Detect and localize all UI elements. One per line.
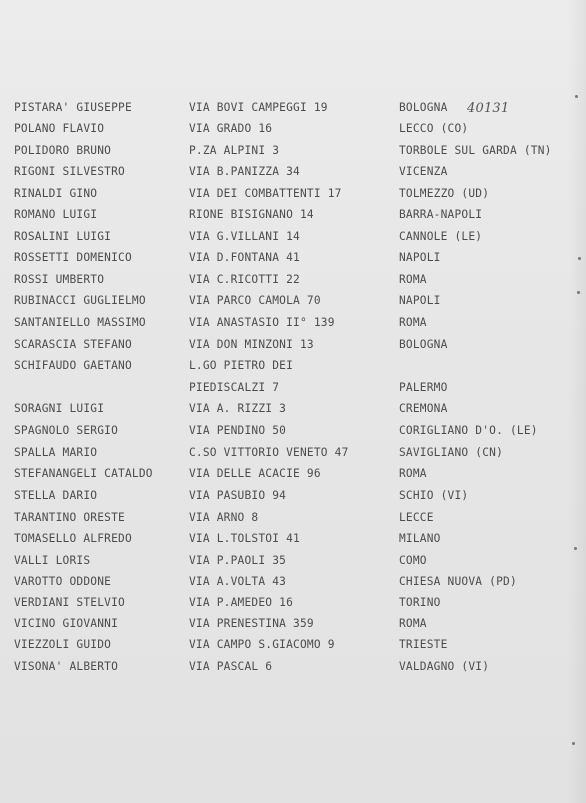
list-row [0,575,586,593]
city: COMO [399,554,427,567]
city: LECCO (CO) [399,122,469,135]
binding-hole-mark [578,257,581,260]
city: BARRA-NAPOLI [399,208,483,221]
city: SAVIGLIANO (CN) [399,446,504,459]
list-row [0,359,586,377]
street-address: VIA PRENESTINA 359 [189,617,314,630]
street-address: VIA G.VILLANI 14 [189,230,300,243]
list-row [0,165,586,183]
list-row [0,596,586,614]
city: ROMA [399,273,427,286]
person-name: TOMASELLO ALFREDO [14,532,132,545]
city: MILANO [399,532,441,545]
binding-hole-mark [575,95,578,98]
person-name: RINALDI GINO [14,187,98,200]
city: VALDAGNO (VI) [399,660,490,673]
person-name: VIEZZOLI GUIDO [14,638,112,651]
street-address: VIA PASUBIO 94 [189,489,287,502]
list-row [0,101,586,119]
street-address: VIA A.VOLTA 43 [189,575,287,588]
street-address: C.SO VITTORIO VENETO 47 [189,446,349,459]
person-name: SPALLA MARIO [14,446,98,459]
list-row [0,187,586,205]
street-address: VIA PARCO CAMOLA 70 [189,294,321,307]
person-name: ROSSETTI DOMENICO [14,251,132,264]
person-name: VERDIANI STELVIO [14,596,125,609]
person-name: ROSSI UMBERTO [14,273,105,286]
list-row [0,638,586,656]
city: TOLMEZZO (UD) [399,187,490,200]
list-row [0,316,586,334]
city: NAPOLI [399,251,441,264]
person-name: SCHIFAUDO GAETANO [14,359,132,372]
list-row [0,144,586,162]
person-name: VISONA' ALBERTO [14,660,119,673]
list-row [0,251,586,269]
street-address: VIA P.AMEDEO 16 [189,596,294,609]
street-address: VIA PASCAL 6 [189,660,273,673]
street-address: VIA BOVI CAMPEGGI 19 [189,101,328,114]
list-row [0,489,586,507]
person-name: SORAGNI LUIGI [14,402,105,415]
person-name: ROMANO LUIGI [14,208,98,221]
list-row [0,402,586,420]
person-name: POLIDORO BRUNO [14,144,112,157]
list-row [0,424,586,442]
city: LECCE [399,511,434,524]
list-row [0,467,586,485]
binding-hole-mark [574,547,577,550]
person-name: RIGONI SILVESTRO [14,165,125,178]
city: CHIESA NUOVA (PD) [399,575,517,588]
handwritten-postal-code: 40131 [467,101,510,116]
street-address: RIONE BISIGNANO 14 [189,208,314,221]
city: PALERMO [399,381,448,394]
person-name: TARANTINO ORESTE [14,511,125,524]
city: TORBOLE SUL GARDA (TN) [399,144,552,157]
street-address: P.ZA ALPINI 3 [189,144,280,157]
street-address: VIA ANASTASIO II° 139 [189,316,335,329]
list-row [0,511,586,529]
list-row [0,122,586,140]
street-address: VIA A. RIZZI 3 [189,402,287,415]
street-address: PIEDISCALZI 7 [189,381,280,394]
list-row [0,381,586,399]
street-address: VIA DEI COMBATTENTI 17 [189,187,342,200]
street-address: VIA DELLE ACACIE 96 [189,467,321,480]
person-name: SANTANIELLO MASSIMO [14,316,146,329]
list-row [0,554,586,572]
list-row [0,294,586,312]
street-address: VIA P.PAOLI 35 [189,554,287,567]
city: CANNOLE (LE) [399,230,483,243]
street-address: VIA CAMPO S.GIACOMO 9 [189,638,335,651]
person-name: STELLA DARIO [14,489,98,502]
list-row [0,617,586,635]
person-name: SCARASCIA STEFANO [14,338,132,351]
list-row [0,532,586,550]
person-name: VALLI LORIS [14,554,91,567]
street-address: L.GO PIETRO DEI [189,359,294,372]
person-name: ROSALINI LUIGI [14,230,112,243]
person-name: VICINO GIOVANNI [14,617,119,630]
binding-hole-mark [572,742,575,745]
street-address: VIA PENDINO 50 [189,424,287,437]
person-name: RUBINACCI GUGLIELMO [14,294,146,307]
city: CORIGLIANO D'O. (LE) [399,424,538,437]
city: SCHIO (VI) [399,489,469,502]
street-address: VIA L.TOLSTOI 41 [189,532,300,545]
city: BOLOGNA [399,338,448,351]
person-name: SPAGNOLO SERGIO [14,424,119,437]
street-address: VIA D.FONTANA 41 [189,251,300,264]
list-row [0,338,586,356]
street-address: VIA C.RICOTTI 22 [189,273,300,286]
list-row [0,273,586,291]
street-address: VIA B.PANIZZA 34 [189,165,300,178]
list-row [0,660,586,678]
city: ROMA [399,316,427,329]
street-address: VIA GRADO 16 [189,122,273,135]
city: TORINO [399,596,441,609]
street-address: VIA ARNO 8 [189,511,259,524]
person-name: PISTARA' GIUSEPPE [14,101,132,114]
list-row [0,446,586,464]
city: TRIESTE [399,638,448,651]
list-row [0,230,586,248]
person-name: VAROTTO ODDONE [14,575,112,588]
person-name: STEFANANGELI CATALDO [14,467,153,480]
city: VICENZA [399,165,448,178]
binding-hole-mark [577,291,580,294]
city: ROMA [399,467,427,480]
city: ROMA [399,617,427,630]
city: CREMONA [399,402,448,415]
list-row [0,208,586,226]
person-name: POLANO FLAVIO [14,122,105,135]
city: NAPOLI [399,294,441,307]
city: BOLOGNA [399,101,448,114]
street-address: VIA DON MINZONI 13 [189,338,314,351]
